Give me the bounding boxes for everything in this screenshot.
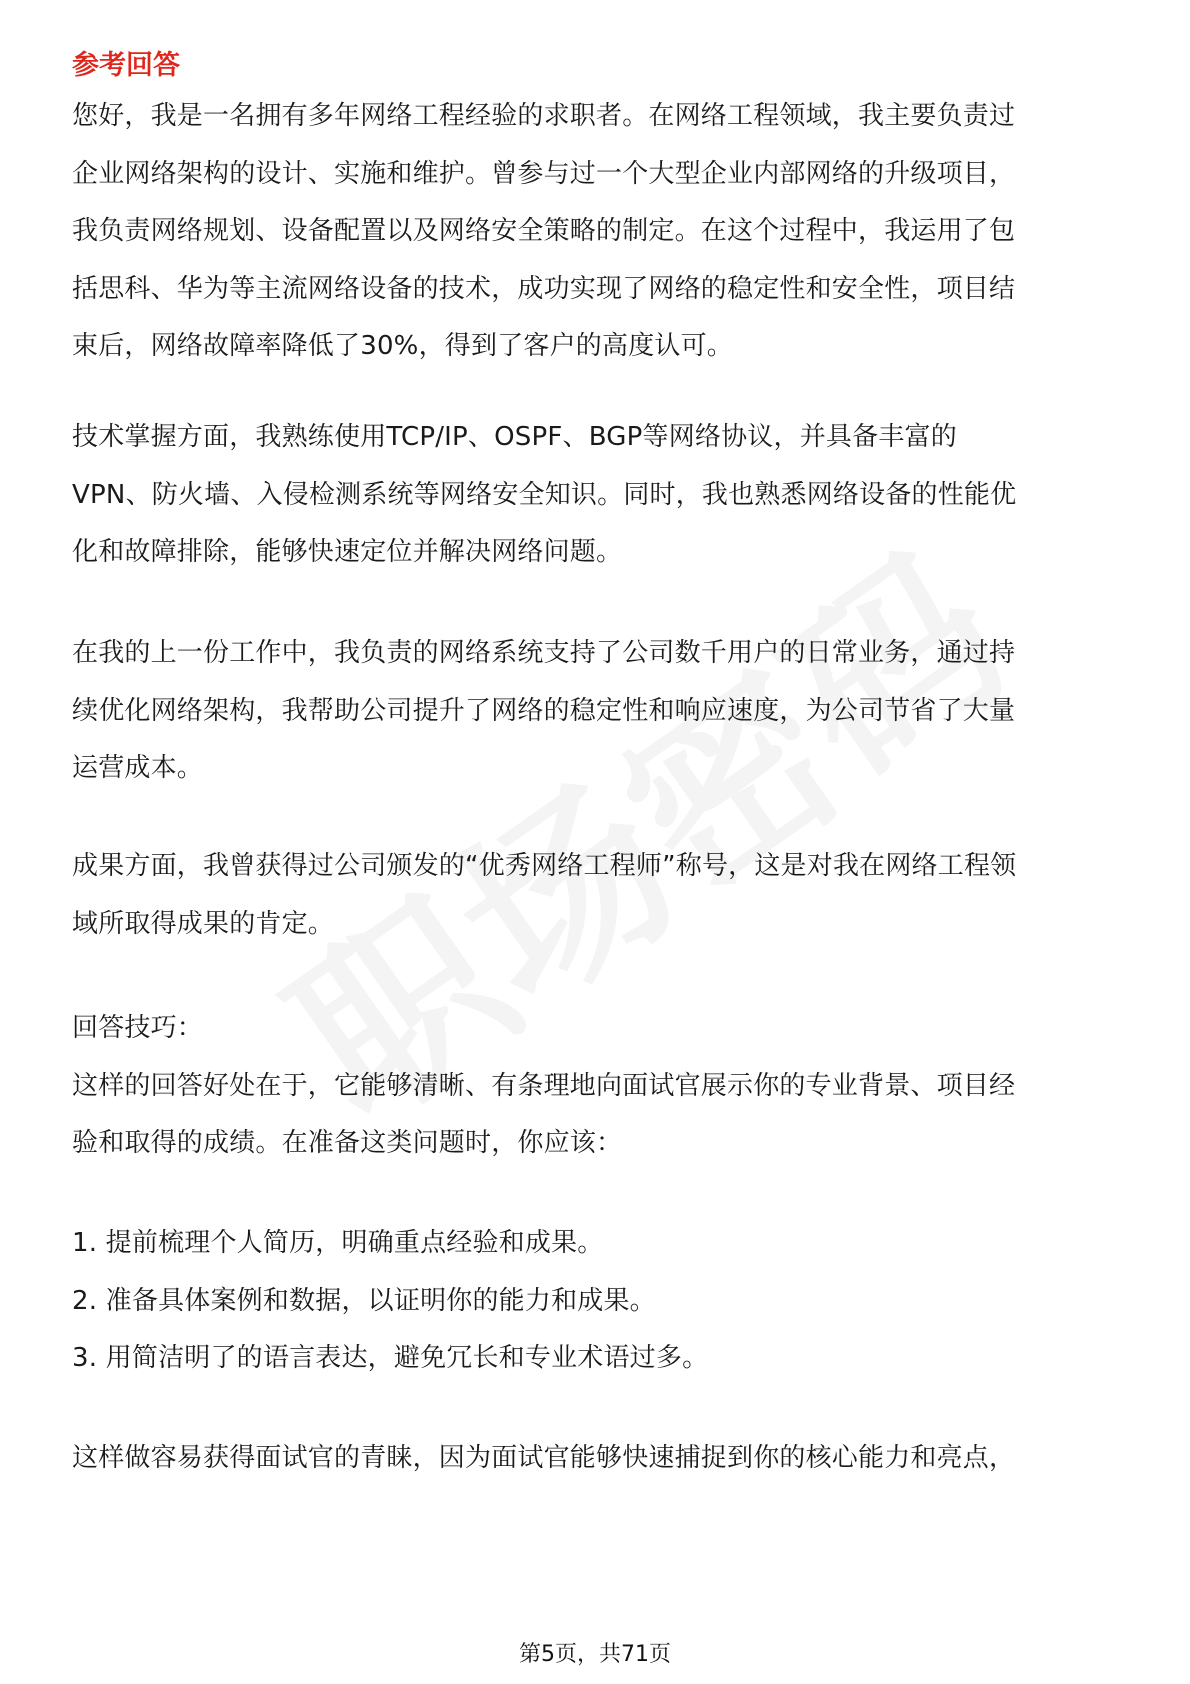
section-heading: 参考回答 — [72, 50, 180, 81]
text-line: 您好，我是一名拥有多年网络工程经验的求职者。在网络工程领域，我主要负责过 — [72, 101, 1016, 131]
text-line: 验和取得的成绩。在准备这类问题时，你应该： — [72, 1128, 623, 1158]
text-line: 束后，网络故障率降低了30%，得到了客户的高度认可。 — [72, 331, 733, 361]
text-line: 回答技巧： — [72, 1013, 204, 1043]
text-line: 括思科、华为等主流网络设备的技术，成功实现了网络的稳定性和安全性，项目结 — [72, 273, 1016, 304]
list-item: 3. 用简洁明了的语言表达，避免冗长和专业术语过多。 — [72, 1343, 709, 1373]
text-line: 续优化网络架构，我帮助公司提升了网络的稳定性和响应速度，为公司节省了大量 — [72, 695, 1016, 726]
paragraph-skills — [72, 409, 1122, 582]
text-line: VPN、防火墙、入侵检测系统等网络安全知识。同时，我也熟悉网络设备的性能优 — [72, 479, 1017, 510]
paragraph-achievements — [72, 838, 1122, 953]
text-line: 这样的回答好处在于，它能够清晰、有条理地向面试官展示你的专业背景、项目经 — [72, 1070, 1016, 1101]
text-line: 在我的上一份工作中，我负责的网络系统支持了公司数千用户的日常业务，通过持 — [72, 638, 1016, 668]
text-line: 这样做容易获得面试官的青睐，因为面试官能够快速捕捉到你的核心能力和亮点， — [72, 1443, 1016, 1473]
paragraph-previous-job — [72, 625, 1122, 798]
tips-list — [72, 1215, 1122, 1388]
text-line: 技术掌握方面，我熟练使用TCP/IP、OSPF、BGP等网络协议，并具备丰富的 — [72, 422, 957, 452]
text-line: 运营成本。 — [72, 753, 204, 783]
text-line: 化和故障排除，能够快速定位并解决网络问题。 — [72, 537, 623, 567]
text-line: 成果方面，我曾获得过公司颁发的“优秀网络工程师”称号，这是对我在网络工程领 — [72, 851, 1017, 881]
text-line: 企业网络架构的设计、实施和维护。曾参与过一个大型企业内部网络的升级项目， — [72, 158, 1016, 189]
paragraph-conclusion — [72, 1430, 1122, 1488]
page-number: 第5页，共71页 — [519, 1642, 671, 1667]
paragraph-tips — [72, 1000, 1122, 1173]
text-line: 我负责网络规划、设备配置以及网络安全策略的制定。在这个过程中，我运用了包 — [72, 216, 1016, 246]
list-item: 1. 提前梳理个人简历，明确重点经验和成果。 — [72, 1228, 604, 1258]
list-item: 2. 准备具体案例和数据，以证明你的能力和成果。 — [72, 1285, 656, 1316]
text-line: 域所取得成果的肯定。 — [72, 908, 335, 939]
paragraph-intro — [72, 88, 1122, 376]
